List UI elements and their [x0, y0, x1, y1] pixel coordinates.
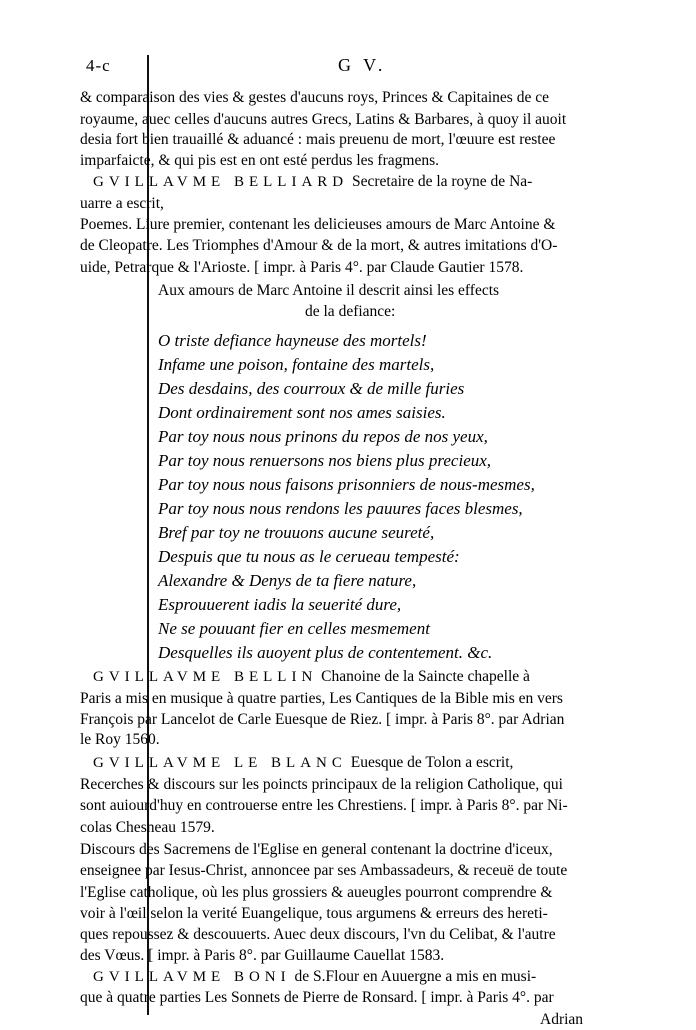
entry-description: Euesque de Tolon a escrit,	[346, 754, 514, 771]
text-line: royaume, auec celles d'aucuns autres Grecs, Latins & Barbares, à quoy il auoit	[80, 111, 567, 128]
text-line: uide, Petrarque & l'Arioste. [ impr. à Paris 4°. par Claude Gautier 1578.	[80, 259, 524, 276]
text-line: colas Chesneau 1579.	[80, 819, 215, 836]
text-line: & comparaison des vies & gestes d'aucuns roys, Princes & Capitaines de ce	[80, 89, 549, 106]
text-line: Paris a mis en musique à quatre parties, Les Cantiques de la Bible mis en vers	[80, 690, 563, 707]
text-line: des Vœus. [ impr. à Paris 8°. par Guillaume Cauellat 1583.	[80, 947, 445, 964]
running-head: G V.	[338, 55, 387, 75]
text-line: Discours des Sacremens de l'Eglise en general contenant la doctrine d'iceux,	[80, 841, 553, 858]
author-name: GVILLAVME BELLIARD	[93, 174, 349, 190]
text-line: uarre a escrit,	[80, 195, 164, 212]
page-number: 4-c	[86, 56, 111, 75]
verse-line: Par toy nous nous prinons du repos de nos yeux,	[158, 427, 488, 446]
text-line: François par Lancelot de Carle Euesque de Riez. [ impr. à Paris 8°. par Adrian	[80, 711, 565, 728]
text-line: Poemes. Liure premier, contenant les delicieuses amours de Marc Antoine &	[80, 216, 556, 233]
verse-line: Par toy nous nous faisons prisonniers de nous-mesmes,	[158, 475, 535, 494]
verse-line: O triste defiance hayneuse des mortels!	[158, 331, 427, 350]
text-line: desia fort bien trauaillé & aduancé : mais preuenu de mort, l'œuure est restee	[80, 131, 556, 148]
verse-line: Des desdains, des courroux & de mille furies	[158, 379, 465, 398]
verse-line: Bref par toy ne trouuons aucune seureté,	[158, 523, 435, 542]
text-line: l'Eglise catholique, où les plus grossiers & aueugles pourront comprendre &	[80, 884, 553, 901]
verse-line: Desquelles ils auoyent plus de contentement. &c.	[158, 643, 493, 662]
text-line: que à quatre parties Les Sonnets de Pierre de Ronsard. [ impr. à Paris 4°. par	[80, 989, 554, 1006]
entry-heading	[93, 667, 530, 687]
text-line: sont auiourd'huy en controuerse entre les Chrestiens. [ impr. à Paris 8°. par Ni-	[80, 797, 568, 814]
entry-heading	[93, 753, 513, 773]
text-line: de Cleopatre. Les Triomphes d'Amour & de la mort, & autres imitations d'O-	[80, 237, 558, 254]
verse-intro: Aux amours de Marc Antoine il descrit ainsi les effects	[158, 282, 500, 299]
entry-description: de S.Flour en Auuergne a mis en musi-	[290, 968, 537, 985]
verse-line: Infame une poison, fontaine des martels,	[158, 355, 435, 374]
verse-line: Par toy nous renuersons nos biens plus precieux,	[158, 451, 492, 470]
verse-line: Despuis que tu nous as le cerueau tempesté:	[158, 547, 460, 566]
text-line: imparfaicte, & qui pis est en ont esté perdus les fragmens.	[80, 152, 439, 169]
verse-intro: de la defiance:	[305, 303, 396, 320]
verse-line: Ne se pouuant fier en celles mesmement	[158, 619, 430, 638]
verse-line: Dont ordinairement sont nos ames saisies.	[158, 403, 446, 422]
catchword: Adrian	[540, 1011, 584, 1028]
author-name: GVILLAVME BELLIN	[93, 669, 318, 685]
entry-heading	[93, 172, 532, 192]
verse-line: Alexandre & Denys de ta fiere nature,	[158, 571, 417, 590]
text-line: le Roy 1560.	[80, 731, 160, 748]
text-line: ques repoussez & descouuerts. Auec deux discours, l'vn du Celibat, & l'autre	[80, 926, 556, 943]
author-name: GVILLAVME BONI	[93, 969, 291, 985]
entry-description: Chanoine de la Saincte chapelle à	[317, 668, 530, 685]
entry-description: Secretaire de la royne de Na-	[348, 173, 533, 190]
verse-line: Esprouuerent iadis la seuerité dure,	[158, 595, 402, 614]
text-line: voir à l'œil selon la verité Euangelique, tous argumens & erreurs des hereti-	[80, 905, 548, 922]
verse-line: Par toy nous nous rendons les pauures faces blesmes,	[158, 499, 523, 518]
entry-heading	[93, 967, 536, 987]
author-name: GVILLAVME LE BLANC	[93, 755, 347, 771]
text-line: enseignee par Iesus-Christ, annoncee par ses Ambassadeurs, & receuë de toute	[80, 862, 568, 879]
text-line: Recerches & discours sur les poincts principaux de la religion Catholique, qui	[80, 776, 563, 793]
